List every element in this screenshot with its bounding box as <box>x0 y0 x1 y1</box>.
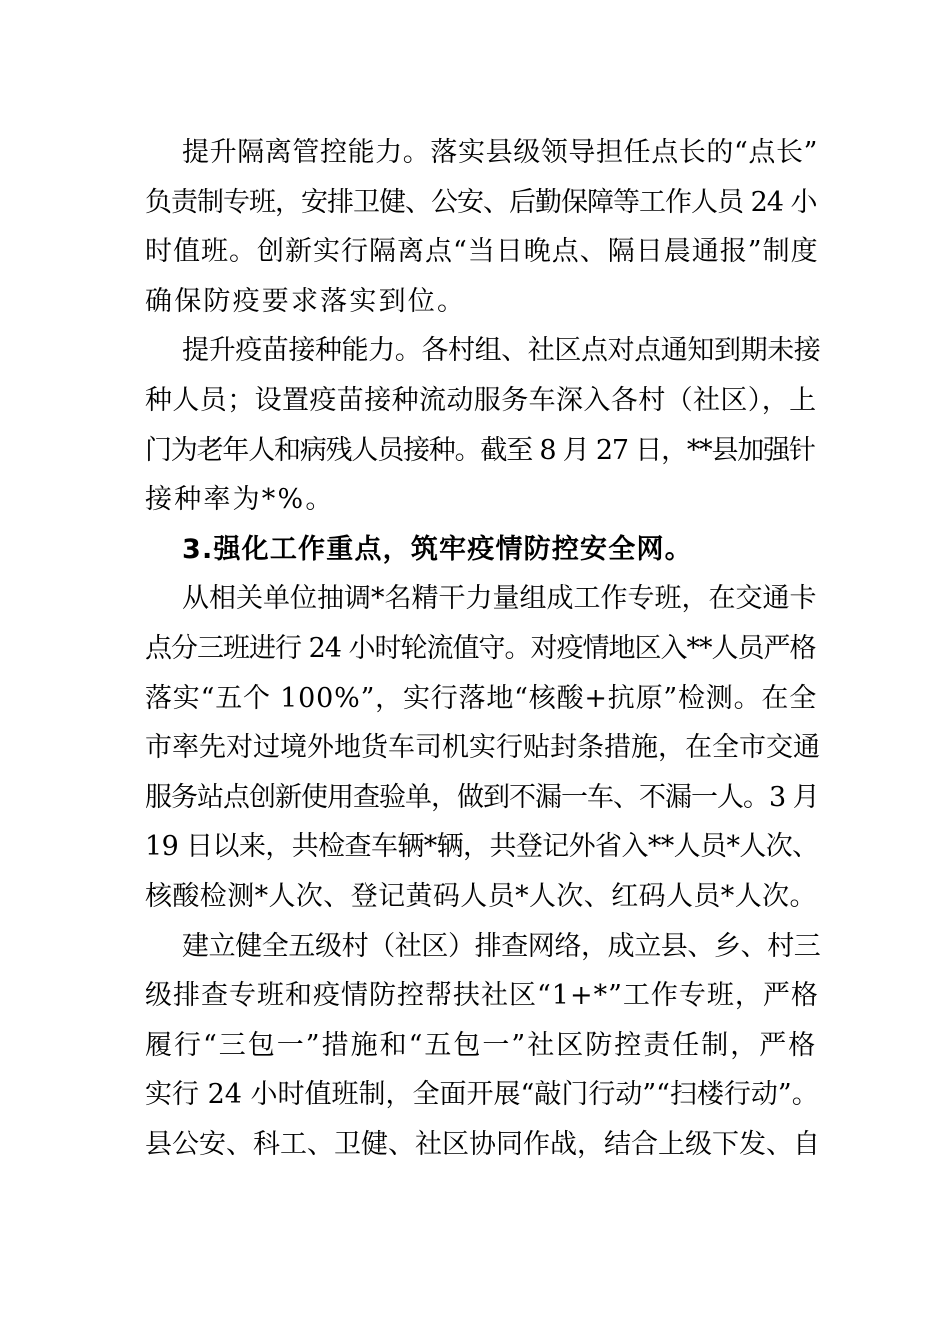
paragraph-line: 提升疫苗接种能力。各村组、社区点对点通知到期未接 <box>182 335 821 367</box>
paragraph-line: 服务站点创新使用查验单，做到不漏一车、不漏一人。3 月 <box>145 781 819 813</box>
paragraph-line: 落实“五个 100%”，实行落地“核酸+抗原”检测。在全 <box>145 682 818 714</box>
paragraph-line: 建立健全五级村（社区）排查网络，成立县、乡、村三 <box>182 930 821 962</box>
paragraph-line: 实行 24 小时值班制，全面开展“敲门行动”“扫楼行动”。 <box>145 1079 819 1111</box>
paragraph-line: 门为老年人和病残人员接种。截至 8 月 27 日，**县加强针 <box>145 434 815 466</box>
paragraph-line: 履行“三包一”措施和“五包一”社区防控责任制，严格 <box>145 1029 818 1061</box>
paragraph-line: 县公安、科工、卫健、社区协同作战，结合上级下发、自 <box>145 1128 820 1160</box>
paragraph-line: 从相关单位抽调*名精干力量组成工作专班，在交通卡 <box>182 583 817 615</box>
paragraph-line: 时值班。创新实行隔离点“当日晚点、隔日晨通报”制度 <box>145 236 819 268</box>
paragraph-line: 负责制专班，安排卫健、公安、后勤保障等工作人员 24 小 <box>145 186 817 218</box>
paragraph-line: 19 日以来，共检查车辆*辆，共登记外省入**人员*人次、 <box>145 831 819 863</box>
paragraph-line: 级排查专班和疫情防控帮扶社区“1+*”工作专班，严格 <box>145 980 819 1012</box>
paragraph-line: 提升隔离管控能力。落实县级领导担任点长的“点长” <box>182 137 819 168</box>
paragraph-line: 种人员；设置疫苗接种流动服务车深入各村（社区），上 <box>145 384 817 416</box>
paragraph-line: 点分三班进行 24 小时轮流值守。对疫情地区入**人员严格 <box>145 632 816 664</box>
paragraph-line: 市率先对过境外地货车司机实行贴封条措施，在全市交通 <box>145 732 820 764</box>
paragraph-line: 确保防疫要求落实到位。 <box>145 285 467 317</box>
paragraph-line: 核酸检测*人次、登记黄码人员*人次、红码人员*人次。 <box>145 880 817 912</box>
paragraph-line: 接种率为*%。 <box>145 484 335 516</box>
document-body <box>145 128 821 1169</box>
section-heading: 3.强化工作重点，筑牢疫情防控安全网。 <box>182 533 693 565</box>
